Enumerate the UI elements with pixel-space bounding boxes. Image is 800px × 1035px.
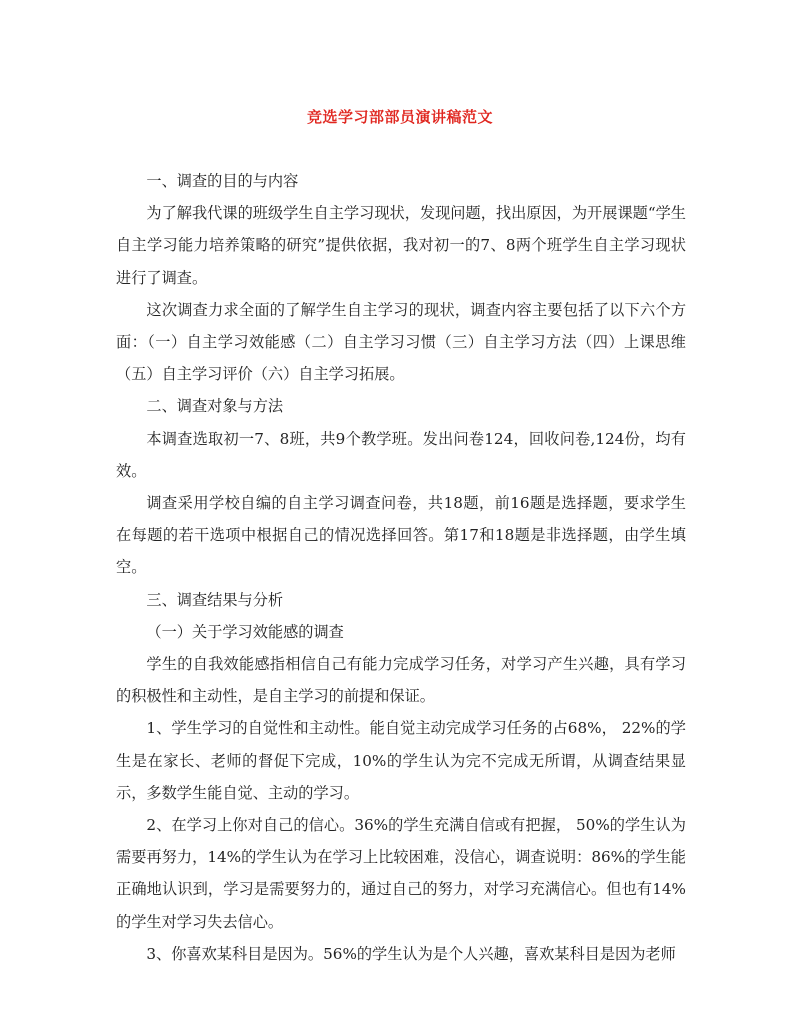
paragraph-method: 调查采用学校自编的自主学习调查问卷，共18题，前16题是选择题，要求学生在每题的若干选项中根据自己的情况选择回答。第17和18题是非选择题，由学生填空。 — [116, 494, 686, 577]
paragraph-content: 这次调查力求全面的了解学生自主学习的现状，调查内容主要包括了以下六个方面：（一）自主学习效能感（二）自主学习习惯（三）自主学习方法（四）上课思维（五）自主学习评价（六）自主学习拓展。 — [116, 300, 686, 384]
document-title: 竞选学习部部员演讲稿范文 — [306, 108, 493, 126]
paragraph-item-1: 1、学生学习的自觉性和主动性。能自觉主动完成学习任务的占68%， 22%的学生是在家长、老师的督促下完成，10%的学生认为完不完成无所谓，从调查结果显示，多数学生能自觉、主动的学习。 — [116, 719, 686, 802]
subsection-heading-efficacy: （一）关于学习效能感的调查 — [146, 622, 344, 641]
paragraph-purpose: 为了解我代课的班级学生自主学习现状，发现问题，找出原因，为开展课题“学生自主学习能力培养策略的研究”提供依据，我对初一的7、8两个班学生自主学习现状进行了调查。 — [116, 204, 686, 287]
paragraph-subjects: 本调查选取初一7、8班，共9个教学班。发出问卷124，回收问卷,124份，均有效。 — [116, 429, 686, 480]
document-body — [116, 165, 686, 970]
paragraph-item-2: 2、在学习上你对自己的信心。36%的学生充满自信或有把握， 50%的学生认为需要再努力，14%的学生认为在学习上比较困难，没信心，调查说明：86%的学生能正确地认识到，学习是需要努力的，通过自己的努力，对学习充满信心。但也有14%的学生对学习失去信心。 — [116, 816, 686, 931]
section-heading-results: 三、调查结果与分析 — [146, 590, 284, 609]
paragraph-efficacy-intro: 学生的自我效能感指相信自己有能力完成学习任务，对学习产生兴趣，具有学习的积极性和主动性，是自主学习的前提和保证。 — [116, 655, 686, 706]
section-heading-subjects: 二、调查对象与方法 — [146, 397, 284, 416]
section-heading-purpose: 一、调查的目的与内容 — [146, 172, 299, 190]
paragraph-item-3: 3、你喜欢某科目是因为。56%的学生认为是个人兴趣，喜欢某科目是因为老师 — [146, 944, 676, 963]
